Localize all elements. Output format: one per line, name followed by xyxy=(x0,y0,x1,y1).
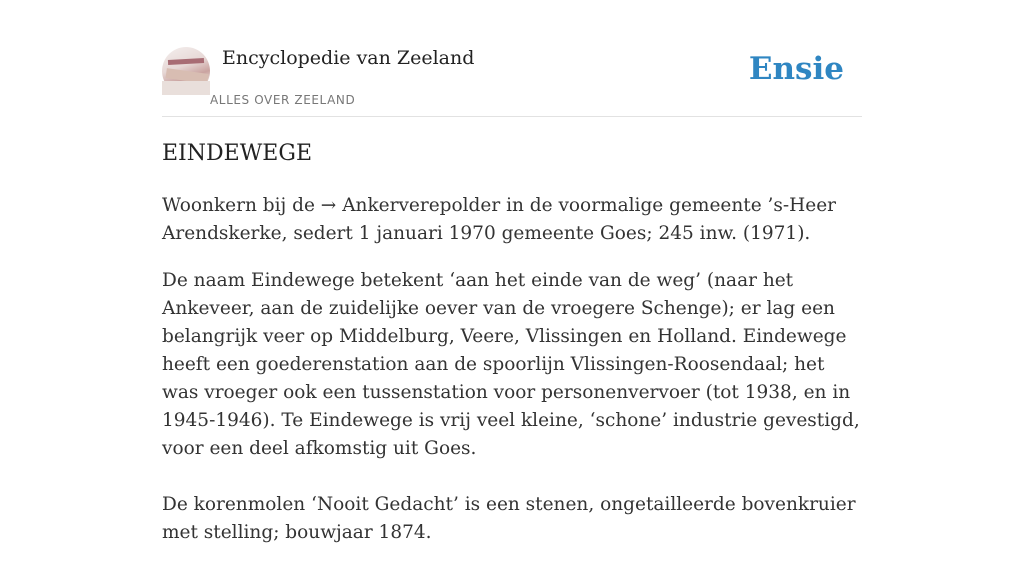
avatar-image-detail xyxy=(168,58,204,65)
entry-paragraph: De naam Eindewege betekent ‘aan het einde van de weg’ (naar het Ankeveer, aan de zuidelijke oever van de vroegere Schenge); er lag een belangrijk veer op Middelburg, Veere, Vlissingen en Holland. Eindewege heeft een goederenstation aan de spoorlijn Vlissingen-Roosendaal; het was vroeger ook een tussenstation voor personenvervoer (tot 1938, en in 1945-1946). Te Eindewege is vrij veel kleine, ‘schone’ industrie gevestigd, voor een deel afkomstig uit Goes. xyxy=(162,270,860,459)
site-tagline: ALLES OVER ZEELAND xyxy=(210,93,356,107)
avatar-image-detail xyxy=(162,81,210,95)
cross-reference-link[interactable] xyxy=(321,195,500,216)
entry-paragraph: De korenmolen ‘Nooit Gedacht’ is een stenen, ongetailleerde bovenkruier met stelling; bouwjaar 1874. xyxy=(162,494,856,543)
cross-reference-label: Ankerverepolder xyxy=(336,195,501,216)
ensie-logo[interactable]: Ensie xyxy=(748,51,844,87)
paragraph-text: in de voormalige gemeente ’s-Heer Arendskerke, sedert 1 januari 1970 gemeente Goes; 245 inw. (1971). xyxy=(162,195,837,244)
encyclopedia-avatar[interactable] xyxy=(162,47,210,95)
site-title[interactable]: Encyclopedie van Zeeland xyxy=(222,47,475,69)
arrow-right-icon: → xyxy=(320,195,337,216)
paragraph-text: Woonkern bij de xyxy=(162,195,321,216)
entry-title: EINDEWEGE xyxy=(162,141,313,166)
site-header xyxy=(162,0,862,117)
entry-card xyxy=(162,0,862,543)
entry-paragraph xyxy=(162,192,862,248)
entry-body xyxy=(162,192,862,566)
